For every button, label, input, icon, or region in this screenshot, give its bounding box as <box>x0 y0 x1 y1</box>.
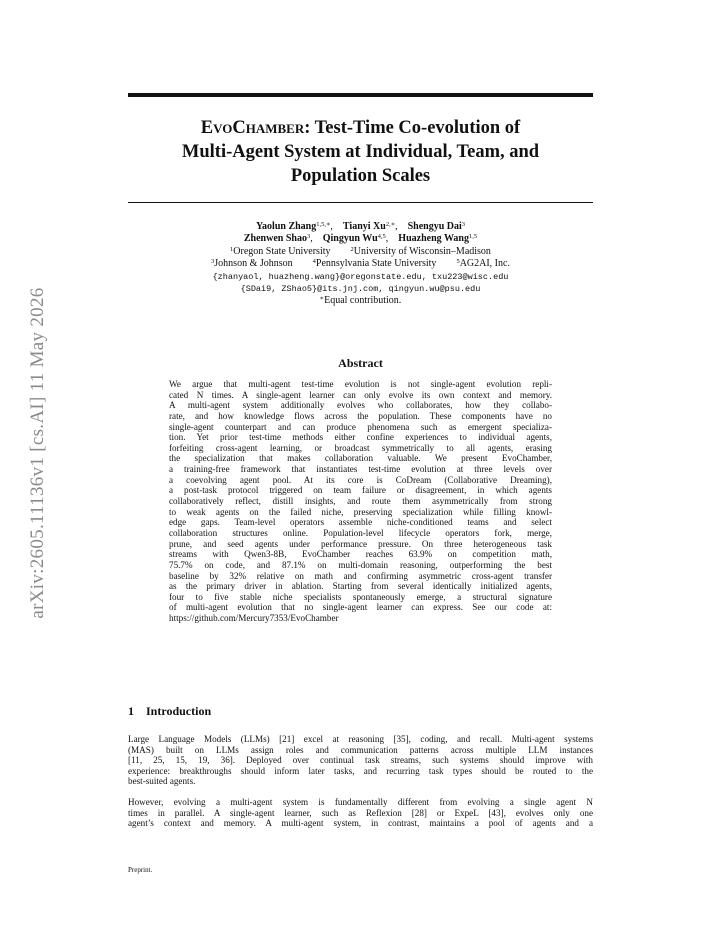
abstract-line: a coevolving agent pool. At its core is CoDream (Collaborative Dreaming), <box>169 474 552 485</box>
abstract-line: 75.7% on code, and 87.1% on multi-domain reasoning, outperforming the best <box>169 559 552 570</box>
section-heading-introduction <box>128 704 211 719</box>
abstract-line: as the primary driver in ablation. Starting from several identically initialized agents, <box>169 581 552 592</box>
abstract-line: to weak agents on the failed niche, preserving specialization while filling knowl- <box>169 506 552 517</box>
title-top-rule <box>128 93 593 97</box>
paragraph-line: [11, 25, 15, 19, 36]. Deployed over continual task streams, such systems should improve with <box>128 755 593 766</box>
abstract-line: collaboration structures online. Population-level lifecycle operators fork, merge, <box>169 527 552 538</box>
author-name: Zhenwen Shao <box>243 233 307 245</box>
author-name: Yaolun Zhang <box>255 221 317 232</box>
affiliation: AG2AI, Inc. <box>459 258 510 270</box>
paragraph-line: (MAS) built on LLMs assign roles and communication patterns across multiple LLM instances <box>128 744 593 755</box>
paragraph-line: best-suited agents. <box>128 776 196 787</box>
affiliation: Johnson & Johnson <box>214 258 293 270</box>
title-bottom-rule <box>128 202 593 203</box>
intro-paragraph-2 <box>128 797 593 829</box>
author-row-1: Yaolun Zhang$^{1,5,∗}$, Tianyi $Xu^{2,∗}$, Shengyu Dai$^3$ <box>255 221 466 232</box>
abstract-line: the specialization that makes collaboration valuable. We present EvoChamber, <box>169 453 552 464</box>
author-name: Tianyi Xu <box>342 221 386 232</box>
abstract-line: edge gaps. Team-level operators assemble niche-conditioned teams and select <box>169 517 552 528</box>
affiliation: University of Wisconsin–Madison <box>353 245 491 257</box>
abstract-line: collaboratively reflect, distill insights, and route them asymmetrically from strong <box>169 496 552 507</box>
intro-paragraph-1 <box>128 734 593 787</box>
email-line-1: {zhanyaol, huazheng.wang}@oregonstate.edu, txu223@wisc.edu <box>212 271 509 282</box>
abstract-line: single-agent counterpart and can produce phenomena such as emergent specializa- <box>169 421 552 432</box>
abstract-line: of multi-agent evolution that no single-agent learner can express. See our code at: <box>169 602 552 613</box>
code-link[interactable]: https://github.com/Mercury7353/EvoChamber <box>169 613 339 624</box>
abstract-heading: Abstract <box>338 356 383 370</box>
affiliation: Pennsylvania State University <box>315 258 437 270</box>
paragraph-line: However, evolving a multi-agent system is fundamentally different from evolving a single agent N <box>128 797 593 807</box>
author-name: Shengyu Dai <box>407 221 462 232</box>
arxiv-identifier: arXiv:2605.11136v1 [cs.AI] 11 May 2026 <box>27 287 48 619</box>
abstract-line: rate, and how knowledge flows across the population. These components have no <box>169 410 552 421</box>
author-name: Huazheng Wang <box>398 233 469 245</box>
section-title: Introduction <box>146 704 212 718</box>
abstract-line: A multi-agent system additionally evolves who collaborates, how they collabo- <box>169 400 552 411</box>
title-line-3: Population Scales <box>290 166 431 186</box>
abstract-line: cated N times. A single-agent learner can only evolve its own context and memory. <box>169 389 552 400</box>
arxiv-sidebar <box>18 258 58 648</box>
title-line-1: EvoChamber: Test-Time Co-evolution of <box>200 118 521 138</box>
title-line-2: Multi-Agent System at Individual, Team, and <box>181 142 540 162</box>
preprint-footer: Preprint. <box>128 866 153 874</box>
title-system-name: EvoChamber <box>200 118 305 138</box>
abstract-line: baseline by 32% relative on math and confirming asymmetric cross-agent transfer <box>169 570 552 581</box>
section-number: 1 <box>128 704 134 718</box>
equal-contribution-note: ∗Equal contribution. <box>319 295 402 307</box>
affiliation: Oregon State University <box>233 245 331 257</box>
abstract-line: We argue that multi-agent test-time evolution is not single-agent evolution repli- <box>169 379 552 389</box>
paragraph-line: Large Language Models (LLMs) [21] excel at reasoning [35], coding, and recall. Multi-agent systems <box>128 734 593 744</box>
abstract-line: streams with Qwen3-8B, EvoChamber reaches 63.9% on competition math, <box>169 549 552 560</box>
abstract-line: a training-free framework that instantiates test-time evolution at three levels over <box>169 464 552 475</box>
affiliation-row-2: $^3$Johnson & Johnson $^4$Pennsylvania State University $^5$AG2AI, Inc. <box>211 258 510 270</box>
email-line-2: {SDai9, ZShao5}@its.jnj.com, qingyun.wu@psu.edu <box>240 284 481 295</box>
author-block <box>128 221 593 308</box>
abstract-line: four to five stable niche specialists spontaneously emerge, a structural signature <box>169 591 552 602</box>
paragraph-line: agent’s context and memory. A multi-agent system, in contrast, maintains a pool of agents and a <box>128 818 593 829</box>
abstract-line: forfeiting cross-agent learning, or broadcast symmetrically to all agents, erasing <box>169 442 552 453</box>
affiliation-row-1: $^1$Oregon State University $^2$University of Wisconsin–Madison <box>230 245 491 257</box>
author-row-2: Zhenwen Shao$^3$, Qingyun Wu$^{4,5}$, Huazheng Wang$^{1,5}$ <box>243 233 478 245</box>
paper-title <box>128 116 593 188</box>
paragraph-line: times in parallel. A single-agent learner, such as Reflexion [28] or ExpeL [43], evolves only one <box>128 807 593 818</box>
abstract-body <box>169 379 552 624</box>
paragraph-line: experience: breakthroughs should inform later tasks, and recurring task types should be routed to the <box>128 765 593 776</box>
abstract-line: a post-task protocol triggered on team failure or disagreement, in which agents <box>169 485 552 496</box>
abstract-line: tion. Yet prior test-time methods either confine experiences to individual agents, <box>169 432 552 443</box>
author-name: Qingyun Wu <box>322 233 378 245</box>
abstract-line: prune, and seed agents under performance pressure. On three heterogeneous task <box>169 538 552 549</box>
